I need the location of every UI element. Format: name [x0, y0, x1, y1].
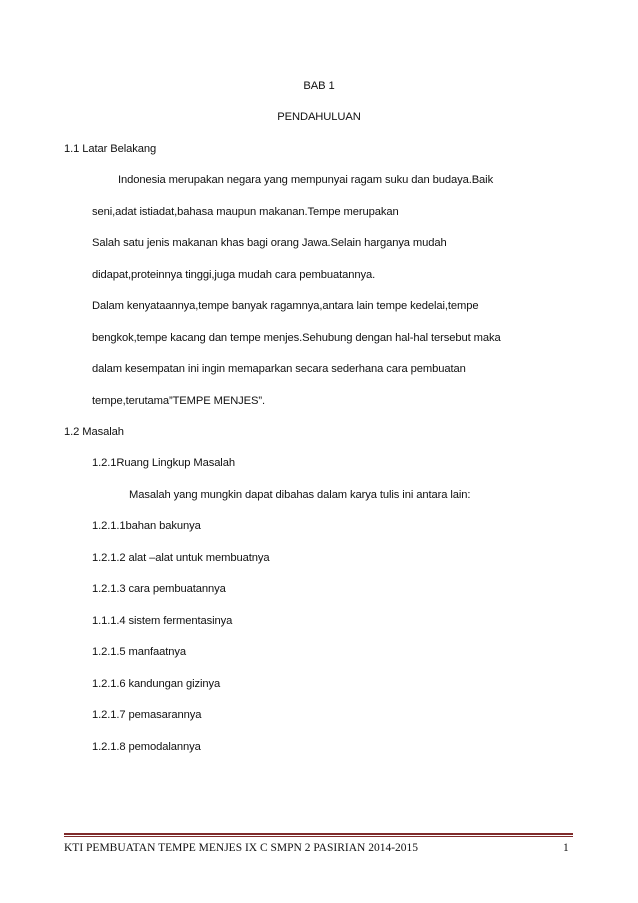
list-item: 1.2.1.7 pemasarannya	[92, 709, 202, 721]
paragraph-line: seni,adat istiadat,bahasa maupun makanan.Tempe merupakan	[92, 206, 399, 218]
list-item: 1.2.1.6 kandungan gizinya	[92, 678, 221, 690]
section-heading-masalah: 1.2 Masalah	[64, 426, 124, 438]
paragraph-line: Salah satu jenis makanan khas bagi orang Jawa.Selain harganya mudah	[92, 237, 447, 249]
paragraph-line: Indonesia merupakan negara yang mempunyai ragam suku dan budaya.Baik	[118, 174, 494, 186]
list-item: 1.2.1.5 manfaatnya	[92, 646, 186, 658]
list-item: 1.2.1.3 cara pembuatannya	[92, 583, 226, 595]
chapter-title: PENDAHULUAN	[277, 111, 361, 123]
section-heading-latar-belakang: 1.1 Latar Belakang	[64, 143, 157, 155]
paragraph-line: didapat,proteinnya tinggi,juga mudah cara pembuatannya.	[92, 269, 376, 281]
list-item: 1.2.1.1bahan bakunya	[92, 520, 201, 532]
list-item: 1.1.1.4 sistem fermentasinya	[92, 615, 233, 627]
footer-rule-thin	[64, 836, 573, 837]
paragraph-line: bengkok,tempe kacang dan tempe menjes.Sehubung dengan hal-hal tersebut maka	[92, 332, 501, 344]
paragraph-line: dalam kesempatan ini ingin memaparkan secara sederhana cara pembuatan	[92, 363, 466, 375]
subsection-intro: Masalah yang mungkin dapat dibahas dalam karya tulis ini antara lain:	[129, 489, 471, 501]
paragraph-line: Dalam kenyataannya,tempe banyak ragamnya,antara lain tempe kedelai,tempe	[92, 300, 479, 312]
subsection-heading: 1.2.1Ruang Lingkup Masalah	[92, 457, 235, 469]
chapter-label: BAB 1	[303, 80, 335, 92]
footer-title: KTI PEMBUATAN TEMPE MENJES IX C SMPN 2 PASIRIAN 2014-2015	[64, 842, 419, 854]
list-item: 1.2.1.2 alat –alat untuk membuatnya	[92, 552, 270, 564]
page-number: 1	[563, 842, 569, 854]
paragraph-line: tempe,terutama”TEMPE MENJES”.	[92, 395, 266, 407]
footer-rule	[64, 833, 573, 835]
list-item: 1.2.1.8 pemodalannya	[92, 741, 201, 753]
